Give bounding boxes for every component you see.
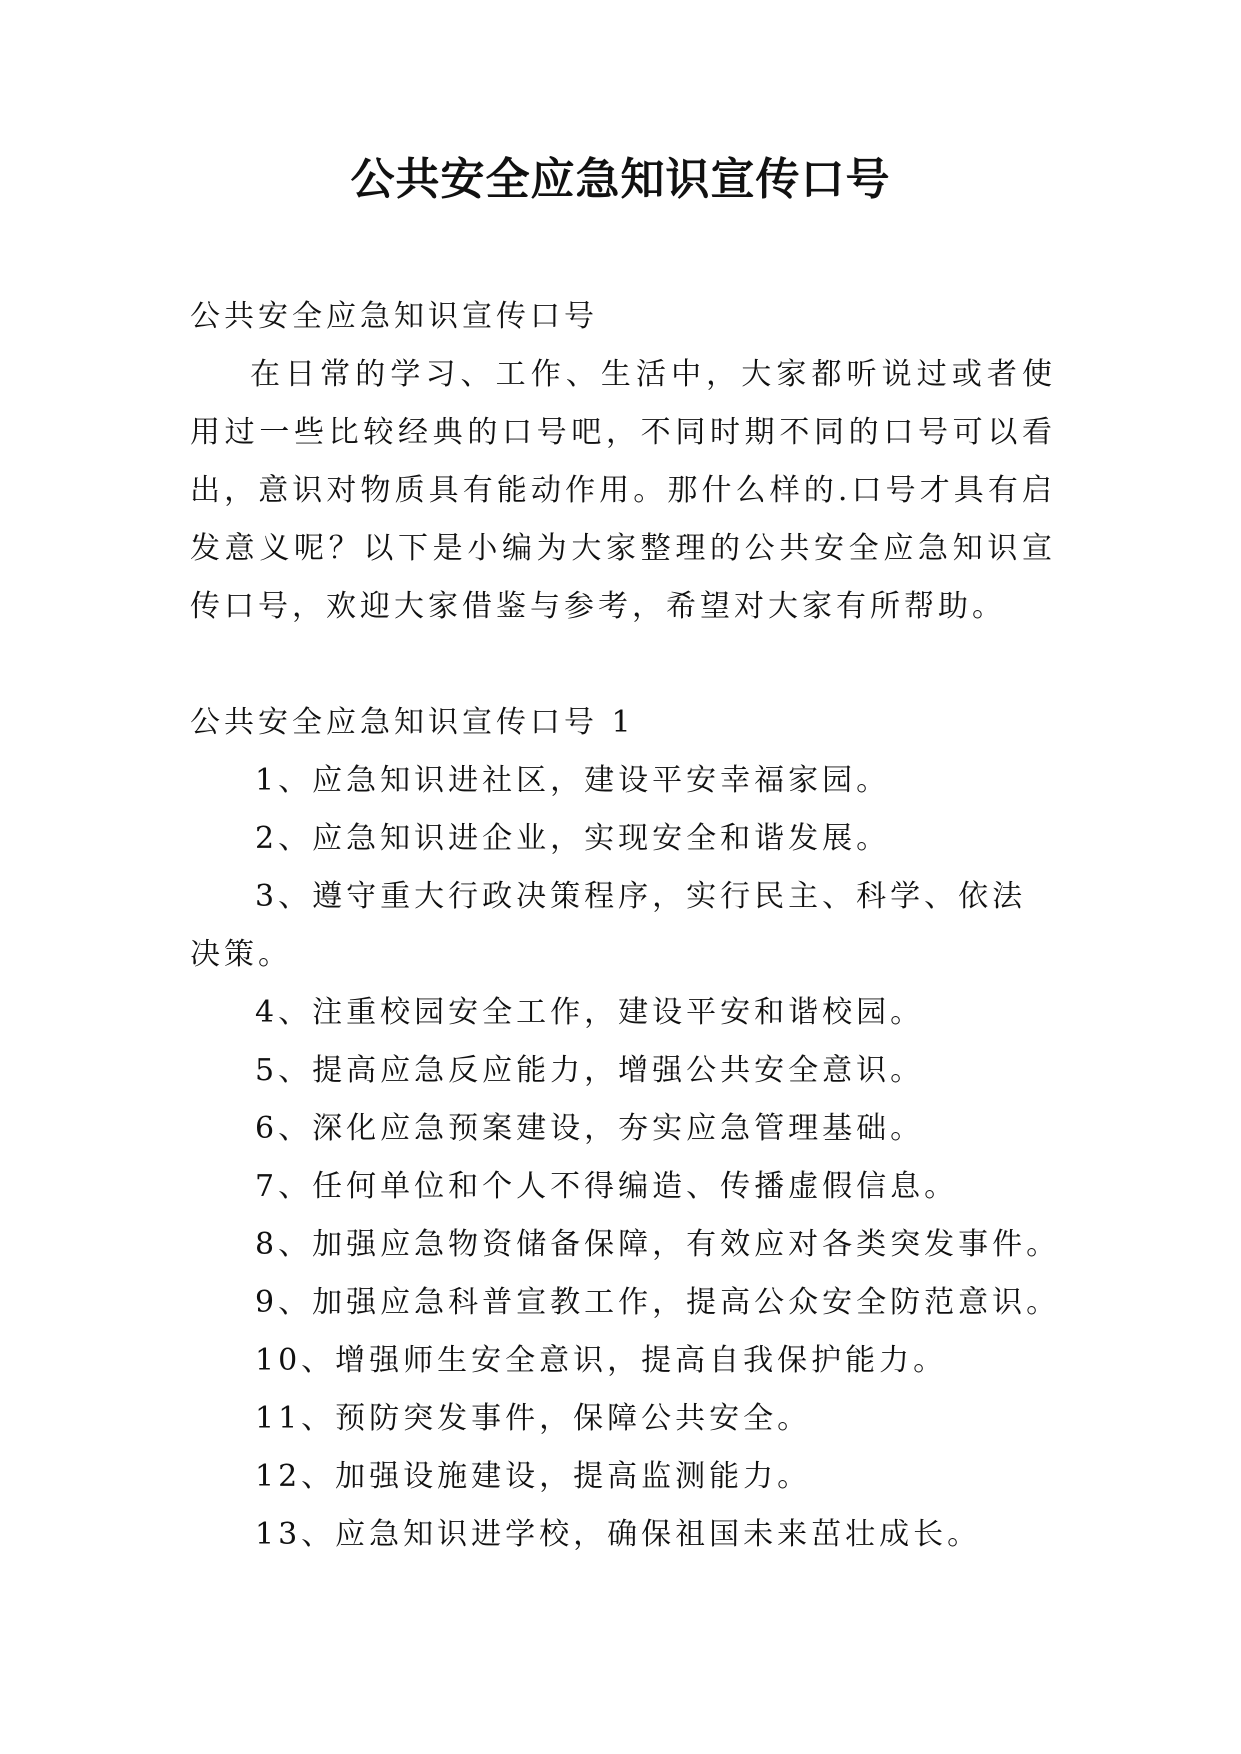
section-heading: 公共安全应急知识宣传口号 1 xyxy=(190,705,635,740)
slogan-item: 1、应急知识进社区，建设平安幸福家园。 xyxy=(255,763,891,798)
section-spacer xyxy=(190,636,1056,694)
document-body xyxy=(190,288,1061,1564)
slogan-item: 13、应急知识进学校，确保祖国未来茁壮成长。 xyxy=(255,1517,982,1552)
slogan-item: 6、深化应急预案建设，夯实应急管理基础。 xyxy=(255,1111,925,1146)
slogan-item: 3、遵守重大行政决策程序，实行民主、科学、依法决策。 xyxy=(190,879,1027,972)
document-title: 公共安全应急知识宣传口号 xyxy=(350,154,891,205)
slogan-item: 4、注重校园安全工作，建设平安和谐校园。 xyxy=(255,995,925,1030)
slogan-item: 8、加强应急物资储备保障，有效应对各类突发事件。 xyxy=(255,1227,1061,1262)
slogan-item: 12、加强设施建设，提高监测能力。 xyxy=(255,1459,812,1494)
slogan-item: 2、应急知识进企业，实现安全和谐发展。 xyxy=(255,821,891,856)
document-subtitle: 公共安全应急知识宣传口号 xyxy=(190,299,598,334)
slogan-item: 9、加强应急科普宣教工作，提高公众安全防范意识。 xyxy=(255,1285,1061,1320)
slogan-item: 11、预防突发事件，保障公共安全。 xyxy=(255,1401,812,1436)
intro-paragraph: 在日常的学习、工作、生活中，大家都听说过或者使用过一些比较经典的口号吧，不同时期不同的口号可以看出，意识对物质具有能动作用。那什么样的.口号才具有启发意义呢？以下是小编为大家整理的公共安全应急知识宣传口号，欢迎大家借鉴与参考，希望对大家有所帮助。 xyxy=(190,357,1056,624)
slogan-item: 5、提高应急反应能力，增强公共安全意识。 xyxy=(255,1053,925,1088)
slogan-item: 7、任何单位和个人不得编造、传播虚假信息。 xyxy=(255,1169,959,1204)
slogan-item: 10、增强师生安全意识，提高自我保护能力。 xyxy=(255,1343,948,1378)
